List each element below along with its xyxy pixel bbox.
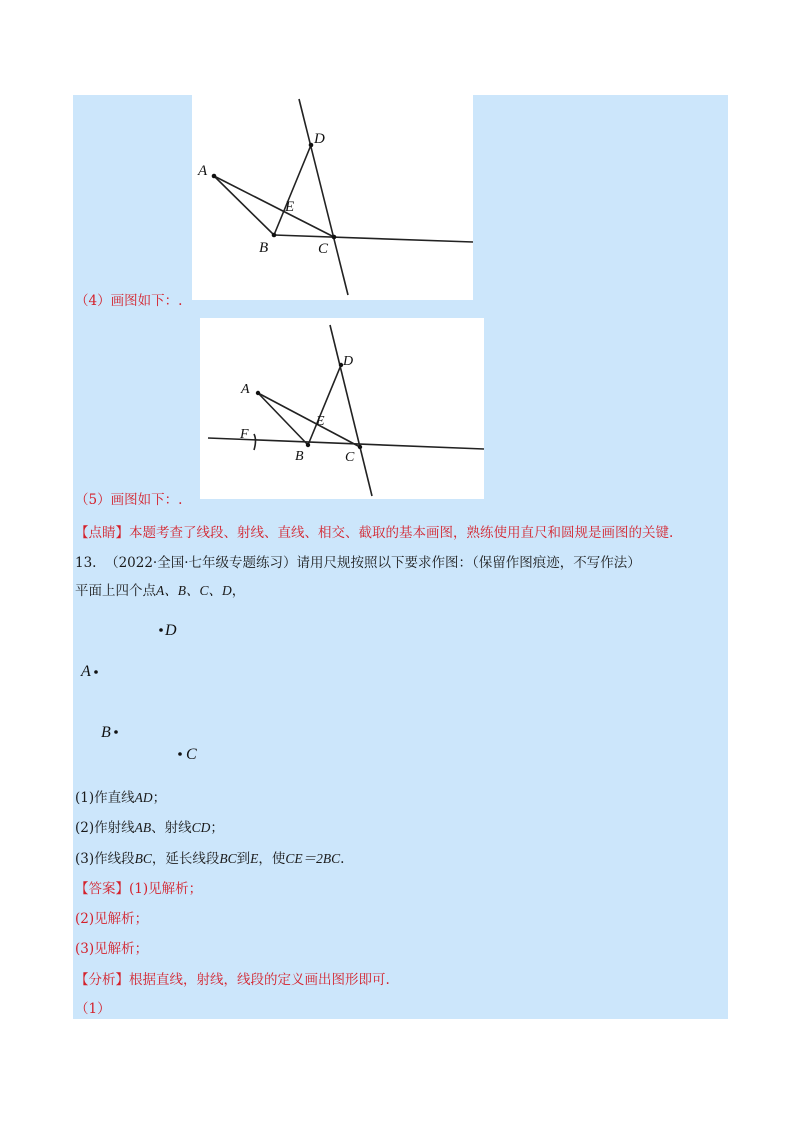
answer-tag: 【答案】 [75,881,129,897]
fig2-label-c: C [345,450,355,465]
fig2-label-b: B [295,449,304,464]
task-3-seg2: BC [219,851,237,866]
task-2-seg2: CD [191,820,211,835]
point-label-c: C [186,746,197,763]
task-3-sep: ，使 [258,851,286,867]
figure-1 [192,95,473,300]
task-1-seg1: AD [134,790,153,805]
question-text: 请用尺规按照以下要求作图：（保留作图痕迹，不写作法） [296,555,641,571]
point-label-d: D [165,622,177,639]
fig2-label-d: D [343,354,354,369]
answer-line [75,880,202,898]
task-2 [75,819,224,837]
intro-pre: 平面上四个点 [75,583,156,599]
fig2-label-f: F [240,427,249,442]
task-1-mid: ； [152,790,167,806]
intro-post: ， [231,583,246,599]
fig1-label-b: B [259,240,269,256]
fig1-label-c: C [318,241,329,257]
comment-line [75,524,673,542]
fig1-label-a: A [198,163,208,179]
task-3-e: E [250,851,259,866]
intro-points: A、B、C、D [156,583,232,598]
task-3-eq: CE＝2BC [285,851,341,866]
analysis-text: 根据直线，射线，线段的定义画出图形即可. [129,972,390,988]
task-3-end: . [340,851,345,867]
point-label-b: B [101,724,111,741]
question-source: （2022·全国·七年级专题练习） [105,555,297,571]
task-2-mid: 、射线 [151,820,192,836]
answer-3: (3)见解析； [75,941,149,957]
task-1-pre: (1)作直线 [75,790,135,806]
task-1 [75,789,166,807]
task-3-seg1: BC [134,851,152,866]
question-13-line [75,554,641,572]
analysis-line [75,971,390,989]
fig1-label-d: D [314,131,325,147]
task-2-post: ； [210,820,224,836]
question-number: 13. [75,555,97,571]
point-label-a: A [81,663,91,680]
figure-2 [200,318,484,499]
comment-tag: 【点睛】 [75,525,129,541]
task-2-pre: (2)作射线 [75,820,135,836]
step-5-text: （5）画图如下：. [75,492,183,508]
sub-1-label: （1） [75,1001,111,1017]
answer-1: (1)见解析； [129,881,203,897]
fig2-label-a: A [241,382,250,397]
task-3-post: 到 [236,851,251,867]
points-figure [73,610,273,770]
answer-2: (2)见解析； [75,911,149,927]
comment-text: 本题考查了线段、射线、直线、相交、截取的基本画图，熟练使用直尺和圆规是画图的关键. [129,525,674,541]
analysis-tag: 【分析】 [75,972,129,988]
task-3 [75,850,344,868]
question-intro [75,582,245,600]
task-3-mid: ，延长线段 [151,851,220,867]
fig1-label-e: E [285,199,295,215]
task-2-seg1: AB [134,820,152,835]
step-4-text: （4）画图如下：. [75,293,183,309]
task-3-pre: (3)作线段 [75,851,135,867]
fig2-label-e: E [316,414,325,429]
